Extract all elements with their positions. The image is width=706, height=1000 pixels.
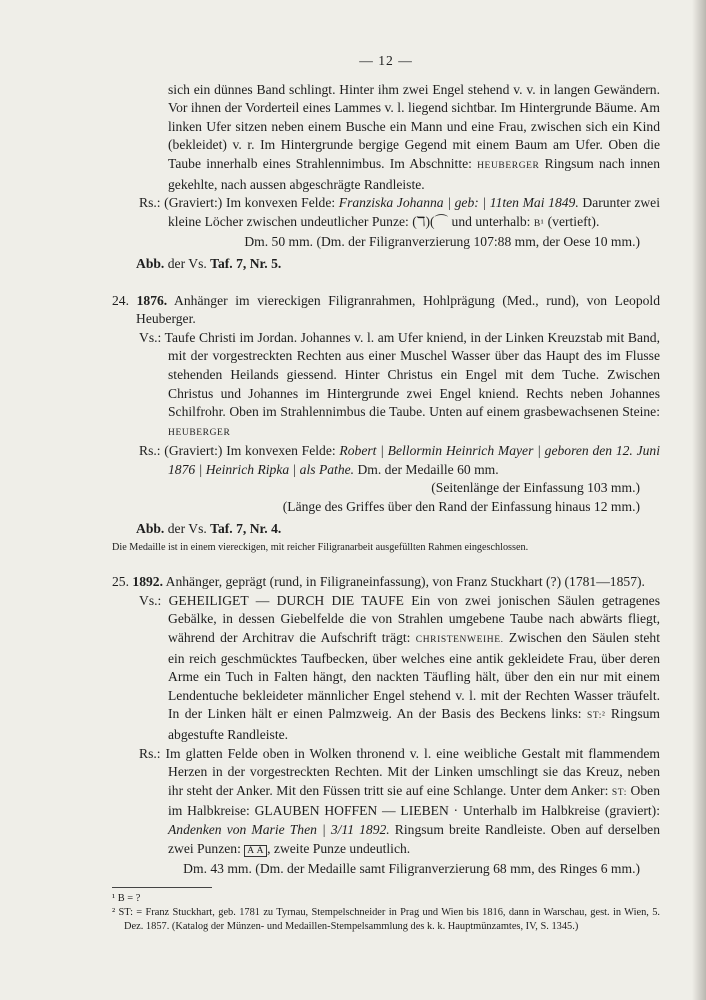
reverse-text-3: und unterhalb:: [448, 213, 534, 229]
reverse-text-4: (vertieft).: [544, 213, 600, 229]
entry24-obverse: [112, 329, 660, 443]
engraved-inscription: Robert | Bellormin Heinrich Mayer | geboren den 12. Juni 1876 | Heinrich Ripka | als Pathe.: [168, 443, 660, 477]
entry-number: 24.: [112, 292, 129, 308]
entry25-heading: [112, 573, 660, 592]
entry25-obverse: [112, 592, 660, 745]
footnote-divider: [112, 887, 212, 888]
abb-mid: der Vs.: [164, 255, 211, 271]
reverse-label: Rs.:: [139, 745, 161, 761]
entry-number: 25.: [112, 574, 129, 590]
entry25-dimensions: Dm. 43 mm. (Dm. der Medaille samt Filigranverzierung 68 mm, des Ringes 6 mm.): [183, 861, 640, 877]
medal-diameter: Dm. der Medaille 60 mm.: [354, 461, 499, 477]
plate-ref: Taf. 7, Nr. 5.: [210, 255, 282, 271]
signature-st: ST:²: [586, 711, 606, 722]
reverse-label: Rs.:: [139, 443, 161, 459]
signature-st: ST:: [611, 787, 627, 798]
entry-year: 1892.: [132, 574, 163, 590]
punch-b: B¹: [533, 218, 545, 229]
architrave-inscription: CHRISTENWEIHE.: [415, 635, 504, 646]
entry23-reverse: [112, 194, 660, 233]
entry25-reverse: [112, 745, 660, 861]
abb-label: Abb.: [136, 255, 165, 271]
entry23-dimensions: Dm. 50 mm. (Dm. der Filigranverzierung 107:88 mm, der Oese 10 mm.): [244, 234, 640, 250]
entry-title: Anhänger, geprägt (rund, in Filigraneinfassung), von Franz Stuckhart (?) (1781—1857).: [163, 574, 645, 590]
punch-mark-box: A A: [244, 845, 267, 857]
punch-mark: (ℸ)(⌒: [412, 213, 449, 229]
entry24-frame-size: (Seitenlänge der Einfassung 103 mm.): [431, 480, 640, 496]
obverse-label: Vs.:: [139, 329, 162, 345]
reverse-text: (Graviert:) Im konvexen Felde:: [160, 443, 340, 459]
page-edge-shadow: [692, 0, 706, 1000]
page-content: [112, 52, 660, 934]
entry23-figure-ref: [112, 255, 660, 274]
abb-mid: der Vs.: [164, 520, 211, 536]
entry24-figure-ref: [112, 520, 660, 539]
entry-title: Anhänger im viereckigen Filigranrahmen, Hohlprägung (Med., rund), von Leopold Heuberger.: [136, 292, 660, 327]
signature-heuberger: HEUBERGER: [477, 160, 540, 171]
footnote-2: ² ST: = Franz Stuckhart, geb. 1781 zu Tyrnau, Stempelschneider in Prag und Wien bis 1816, dann in Warschau, gest. in Wien, 5. Dez. 1857. (Katalog der Münzen- und Medaillen-Stempelsammlung des k. k. Hauptmünzamtes, IV, S. 1345.): [112, 906, 660, 933]
reverse-text-2: Darunter zwei kleine Löcher zwischen undeutlicher Punze:: [168, 195, 660, 229]
plate-ref: Taf. 7, Nr. 4.: [210, 520, 282, 536]
page-number: — 12 —: [359, 53, 413, 68]
entry-year: 1876.: [136, 292, 168, 308]
engraved-inscription: Franziska Johanna | geb: | 11ten Mai 1849.: [338, 195, 579, 211]
reverse-text-4: , zweite Punze undeutlich.: [267, 840, 411, 856]
entry24-note: Die Medaille ist in einem viereckigen, mit reicher Filigranarbeit ausgefüllten Rahmen eingeschlossen.: [112, 542, 529, 554]
signature-heuberger: HEUBERGER: [168, 427, 231, 438]
obverse-text-2: Zwischen den Säulen steht ein reich geschmücktes Taufbecken, über welches eine antik gekleidete Frau, über deren Arme ein Tuch in Falten hängt, den nackten Täufling hält, über den ein nur mit einem Lendentuche bekleideter männlicher Engel stehend v. l. mit der Rechten Wasser träufelt. In der Linken hält er einen Palmzweig. An der Basis des Beckens links:: [168, 630, 660, 722]
reverse-text: Im glatten Felde oben in Wolken thronend v. l. eine weibliche Gestalt mit flammendem Herzen in der vorgestreckten Rechten. Mit der Linken umschlingt sie das Kreuz, neben ihr steht der Anker. Mit den Füssen tritt sie auf eine Schlange. Unter dem Anker:: [160, 745, 660, 798]
entry23-continuation: [112, 81, 660, 195]
entry23-text: sich ein dünnes Band schlingt. Hinter ihm zwei Engel stehend v. v. in langen Gewändern. Vor ihnen der Vorderteil eines Lammes v. l. liegend sichtbar. Im Hintergrunde Bäume. Am linken Ufer sitzen neben einem Busche ein Mann und eine Frau, zwischen sich ein Kind (bekleidet) v. r. Im Hintergrunde bergige Gegend mit einem Baum am Ufer. Oben die Taube innerhalb eines Strahlennimbus. Im Abschnitte:: [168, 81, 660, 171]
reverse-label: Rs.:: [139, 195, 161, 211]
reverse-text: (Graviert:) Im konvexen Felde:: [160, 195, 339, 211]
obverse-text: Taufe Christi im Jordan. Johannes v. l. am Ufer kniend, in der Linken Kreuzstab mit Band, mit der vorgestreckten Rechten aus einer Muschel Wasser über das Haupt des im Flusse stehenden Heilands giessend. Hinter Christus ein Engel mit dem Tuche. Zwischen Christus und Johannes im Hintergrunde zwei Engel kniend. Rechts neben Johannes Schilfrohr. Oben im Strahlennimbus die Taube. Unten auf einem grasbewachsenen Steine:: [161, 329, 660, 420]
reverse-text-2: Oben im Halbkreise: GLAUBEN HOFFEN — LIEBEN · Unterhalb im Halbkreise (graviert):: [168, 782, 660, 819]
obverse-label: Vs.:: [139, 592, 162, 608]
entry24-heading: [112, 292, 660, 329]
reverse-text-3: Ringsum breite Randleiste. Oben auf derselben zwei Punzen:: [168, 821, 660, 856]
obverse-text: GEHEILIGET — DURCH DIE TAUFE Ein von zwei jonischen Säulen getragenes Gebälke, in dessen Giebelfelde die von Strahlen umgebene Taube nach abwärts fliegt, während der Architrav die Aufschrift trägt:: [161, 592, 660, 646]
abb-label: Abb.: [136, 520, 165, 536]
entry24-reverse: [112, 442, 660, 479]
entry24-handle-length: (Länge des Griffes über den Rand der Einfassung hinaus 12 mm.): [282, 499, 640, 515]
footnote-1: ¹ B = ?: [112, 892, 141, 904]
obverse-text-3: Ringsum abgestufte Randleiste.: [168, 706, 660, 742]
engraved-inscription: Andenken von Marie Then | 3/11 1892.: [168, 821, 390, 837]
entry23-tail: Ringsum nach innen gekehlte, nach aussen abgeschrägte Randleiste.: [168, 155, 660, 192]
